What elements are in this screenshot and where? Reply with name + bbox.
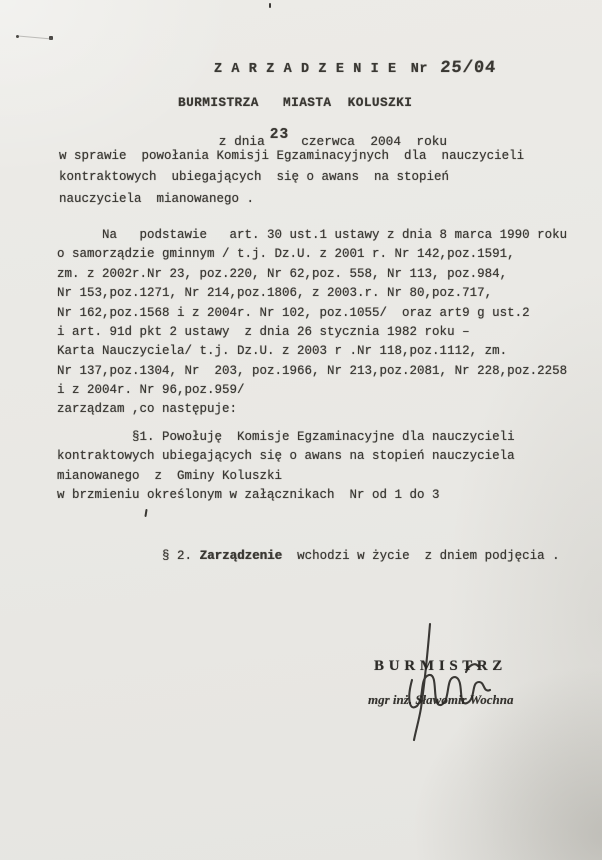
legal-line: Nr 162,poz.1568 i z 2004r. Nr 102, poz.1055/ oraz art9 g ust.2 (57, 305, 530, 320)
legal-line: Na podstawie art. 30 ust.1 ustawy z dnia 8 marca 1990 roku (57, 228, 568, 242)
par1-line: mianowanego z Gminy Koluszki (57, 468, 283, 483)
paragraph-2 (57, 535, 560, 577)
ordaining-clause: zarządzam ,co następuje: (57, 402, 238, 416)
subject-paragraph (59, 149, 524, 213)
stray-ink-mark (144, 509, 147, 517)
par1-line: w brzmieniu określonym w załącznikach Nr od 1 do 3 (57, 488, 440, 503)
pencil-scratch (18, 36, 52, 40)
legal-line: Karta Nauczyciela/ t.j. Dz.U. z 2003 r .Nr 118,poz.1112, zm. (57, 344, 508, 359)
par1-line: §1. Powołuję Komisje Egzaminacyjne dla nauczycieli (57, 430, 515, 444)
handwritten-signature (404, 618, 500, 750)
title-nr-label: Nr (410, 62, 429, 77)
signatory-name: mgr inż. Sławomir Wochna (368, 692, 514, 707)
subject-line: w sprawie powołania Komisji Egzaminacyjnych dla nauczycieli (59, 149, 525, 163)
subject-line: kontraktowych ubiegających się o awans na stopień (59, 170, 450, 185)
subject-line: nauczyciela mianowanego . (59, 191, 255, 206)
par2-rest: wchodzi w życie z dniem podjęcia . (282, 549, 560, 563)
scan-artifact (269, 3, 271, 8)
document-title (214, 59, 498, 81)
legal-line: i z 2004r. Nr 96,poz.959/ (57, 383, 245, 398)
legal-line: Nr 137,poz.1304, Nr 203, poz.1966, Nr 213,poz.2081, Nr 228,poz.2258 (57, 363, 568, 378)
par2-overstruck-word: Zarządzenie (199, 549, 283, 563)
par1-line: kontraktowych ubiegających się o awans na stopień nauczyciela (57, 449, 515, 464)
date-rest: czerwca 2004 roku (301, 134, 448, 149)
par2-marker: § 2. (87, 549, 200, 563)
date-day-handwritten: 23 (269, 127, 290, 143)
paragraph-1 (57, 430, 515, 508)
legal-line: zm. z 2002r.Nr 23, poz.220, Nr 62,poz. 558, Nr 113, poz.984, (57, 266, 508, 281)
date-prefix: z dnia (218, 134, 265, 149)
title-word: Z A R Z A D Z E N I E (214, 62, 397, 77)
signatory-title: B U R M I S T R Z (374, 658, 503, 674)
legal-basis-paragraph (57, 228, 567, 403)
issuer-line: BURMISTRZA MIASTA KOLUSZKI (178, 95, 413, 110)
legal-line: Nr 153,poz.1271, Nr 214,poz.1806, z 2003.r. Nr 80,poz.717, (57, 286, 493, 301)
legal-line: i art. 91d pkt 2 ustawy z dnia 26 stycznia 1982 roku – (57, 324, 470, 339)
legal-line: o samorządzie gminnym / t.j. Dz.U. z 2001 r. Nr 142,poz.1591, (57, 247, 515, 262)
title-number: 25/04 (439, 59, 498, 78)
